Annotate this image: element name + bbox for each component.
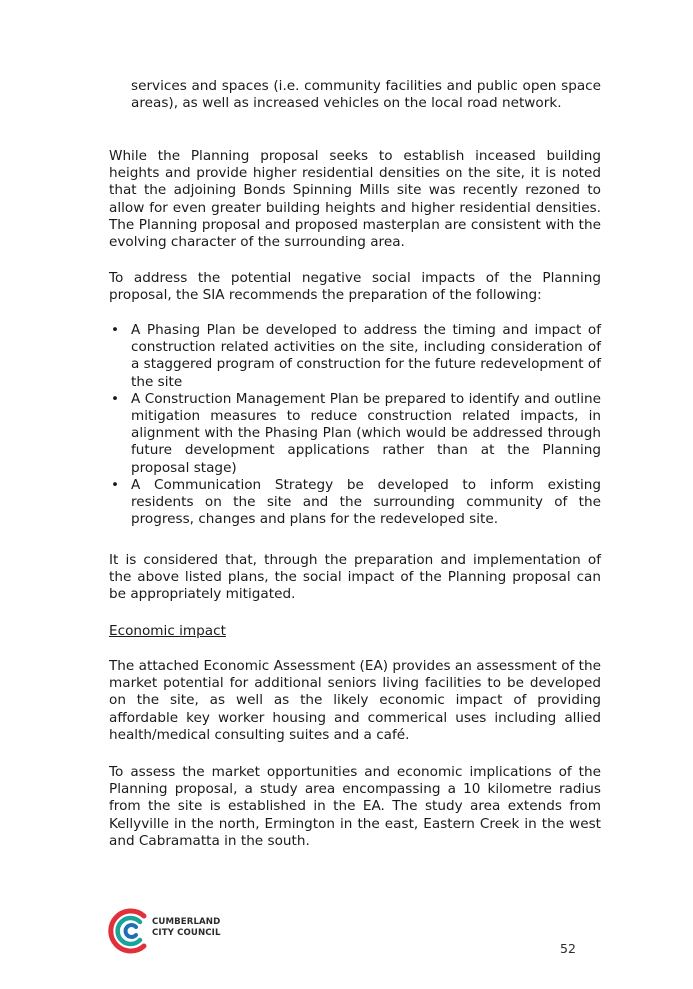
continuation-text: services and spaces (i.e. community facilities and public open space areas), as well as increased vehicles on the local road network.	[131, 78, 601, 112]
logo-line-1: CUMBERLAND	[152, 917, 221, 927]
section-heading-economic-impact: Economic impact	[109, 623, 226, 639]
list-item-text: A Phasing Plan be developed to address the timing and impact of construction related activities on the site, including consideration of a staggered program of construction for the future redevelopment of the site	[131, 322, 601, 390]
paragraph-economic-assessment-text: The attached Economic Assessment (EA) provides an assessment of the market potential for additional seniors living facilities to be developed on the site, as well as the likely economic impact of providing affordable key worker housing and commerical uses including allied health/medical consulting suites and a café.	[109, 658, 601, 743]
logo-line-2: CITY COUNCIL	[152, 928, 221, 938]
bullet-marker: •	[111, 322, 120, 338]
cumberland-logo-icon	[108, 906, 154, 956]
paragraph-study-area-text: To assess the market opportunities and economic implications of the Planning proposal, a study area encompassing a 10 kilometre radius from the site is established in the EA. The study area extends from Kellyville in the north, Ermington in the east, Eastern Creek in the west and Cabramatta in the south.	[109, 764, 601, 849]
logo-wordmark	[152, 917, 221, 939]
list-item	[109, 391, 601, 477]
paragraph-heights-text: While the Planning proposal seeks to establish inceased building heights and provide higher residential densities on the site, it is noted that the adjoining Bonds Spinning Mills site was recently rezoned to allow for even greater building heights and higher residential densities. The Planning proposal and proposed masterplan are consistent with the evolving character of the surrounding area.	[109, 148, 601, 251]
page-number: 52	[560, 941, 576, 956]
list-item-text: A Communication Strategy be developed to inform existing residents on the site and the surrounding community of the progress, changes and plans for the redeveloped site.	[131, 476, 601, 528]
paragraph-considered	[109, 552, 601, 604]
list-item	[109, 477, 601, 529]
paragraph-address	[109, 270, 601, 304]
list-item-text: A Construction Management Plan be prepared to identify and outline mitigation measures to reduce construction related impacts, in alignment with the Phasing Plan (which would be addressed through future development applications rather than at the Planning proposal stage)	[131, 390, 601, 476]
recommendations-list	[109, 322, 601, 528]
paragraph-heights	[109, 148, 601, 251]
continuation-paragraph	[131, 78, 601, 112]
list-item	[109, 322, 601, 391]
paragraph-considered-text: It is considered that, through the preparation and implementation of the above listed plans, the social impact of the Planning proposal can be appropriately mitigated.	[109, 552, 601, 603]
paragraph-economic-assessment	[109, 658, 601, 744]
bullet-marker: •	[111, 390, 120, 407]
bullet-marker: •	[111, 476, 120, 493]
paragraph-address-text: To address the potential negative social impacts of the Planning proposal, the SIA recommends the preparation of the following:	[109, 270, 601, 304]
paragraph-study-area	[109, 764, 601, 850]
